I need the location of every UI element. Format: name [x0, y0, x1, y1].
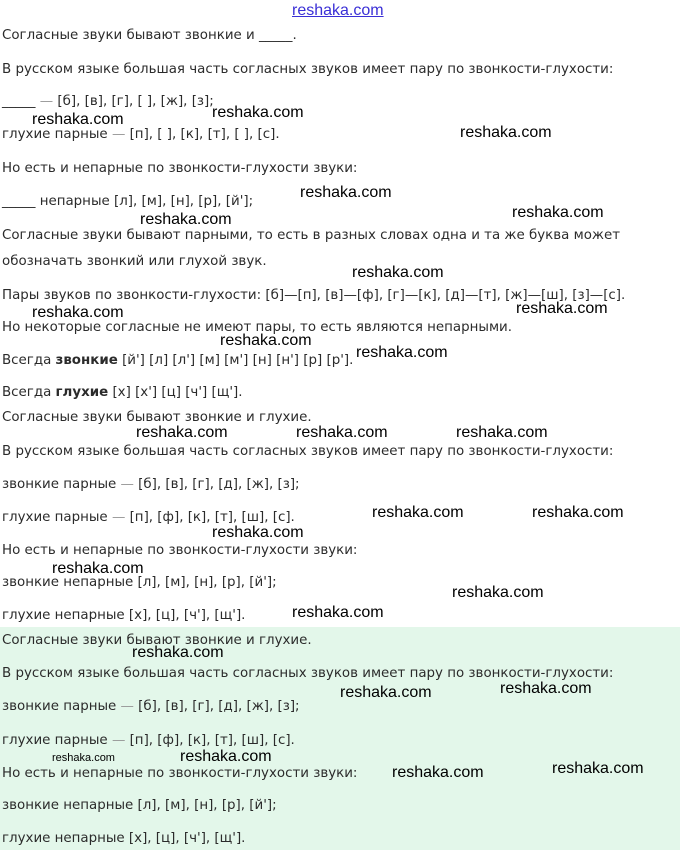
watermark: reshaka.com	[512, 204, 604, 221]
watermark: reshaka.com	[516, 300, 608, 317]
watermark: reshaka.com	[340, 684, 432, 701]
watermark: reshaka.com	[32, 111, 124, 128]
s3-dash: —	[120, 699, 134, 714]
watermark: reshaka.com	[300, 184, 392, 201]
s3-label: звонкие парные	[2, 699, 121, 714]
watermark: reshaka.com	[32, 304, 124, 321]
s3-label-2: глухие парные	[2, 733, 112, 748]
s1-voiced-list: [б], [в], [г], [ ], [ж], [з];	[53, 94, 214, 109]
s1-dash-2: —	[111, 127, 126, 142]
watermark: reshaka.com	[372, 504, 464, 521]
s1-always-label: Всегда	[2, 353, 56, 368]
s1-line-3	[2, 93, 214, 111]
s2-line-7: глухие непарные [х], [ц], [ч'], [щ'].	[2, 608, 246, 623]
s1-line-9: Пары звуков по звонкости-глухости: [б]—[п], [в]—[ф], [г]—[к], [д]—[т], [ж]—[ш], [з]—[с].	[2, 288, 626, 303]
s1-line-2: В русском языке большая часть согласных звуков имеет пару по звонкости-глухости:	[2, 62, 614, 77]
watermark: reshaka.com	[212, 104, 304, 121]
s3-line-1: Согласные звуки бывают звонкие и глухие.	[2, 633, 312, 648]
watermark: reshaka.com	[180, 748, 272, 765]
s1-line-6: _____ непарные [л], [м], [н], [р], [й'];	[2, 194, 254, 209]
s1-voiceless-unpaired: [х] [х'] [ц] [ч'] [щ'].	[108, 385, 243, 400]
watermark: reshaka.com	[356, 344, 448, 361]
s1-line-1: Согласные звуки бывают звонкие и _____.	[2, 28, 297, 43]
s1-voiced-unpaired: [й'] [л] [л'] [м] [м'] [н] [н'] [р] [р'].	[117, 353, 354, 368]
s3-line-7: глухие непарные [х], [ц], [ч'], [щ'].	[2, 831, 246, 846]
watermark: reshaka.com	[456, 424, 548, 441]
watermark: reshaka.com	[140, 211, 232, 228]
s2-line-2: В русском языке большая часть согласных звуков имеет пару по звонкости-глухости:	[2, 444, 614, 459]
watermark: reshaka.com	[552, 760, 644, 777]
watermark: reshaka.com	[132, 644, 224, 661]
s1-dash: —	[39, 94, 54, 109]
s1-always-label-2: Всегда	[2, 385, 56, 400]
s3-line-3	[2, 698, 300, 716]
s3-line-2: В русском языке большая часть согласных звуков имеет пару по звонкости-глухости:	[2, 666, 614, 681]
watermark: reshaka.com	[292, 604, 384, 621]
watermark: reshaka.com	[220, 332, 312, 349]
s2-label-2: глухие парные	[2, 510, 112, 525]
watermark: reshaka.com	[500, 680, 592, 697]
s2-line-5: Но есть и непарные по звонкости-глухости звуки:	[2, 543, 358, 558]
watermark: reshaka.com	[52, 560, 144, 577]
s2-dash-2: —	[111, 510, 126, 525]
s1-line-8: обозначать звонкий или глухой звук.	[2, 254, 267, 269]
s1-blank: _____	[2, 94, 40, 109]
watermark: reshaka.com	[212, 524, 304, 541]
s2-voiceless-list: [п], [ф], [к], [т], [ш], [с].	[125, 510, 295, 525]
watermark: reshaka.com	[392, 764, 484, 781]
s3-dash-2: —	[111, 733, 126, 748]
s2-voiced-list: [б], [в], [г], [д], [ж], [з];	[133, 477, 300, 492]
s2-line-1: Согласные звуки бывают звонкие и глухие.	[2, 410, 312, 425]
s1-line-10: Но некоторые согласные не имеют пары, то есть являются непарными.	[2, 320, 513, 335]
watermark: reshaka.com	[460, 124, 552, 141]
s2-label: звонкие парные	[2, 477, 121, 492]
s2-line-3	[2, 476, 300, 494]
s1-voiceless-bold: глухие	[55, 385, 109, 400]
s1-voiceless-list: [п], [ ], [к], [т], [ ], [с].	[125, 127, 280, 142]
watermark: reshaka.com	[452, 584, 544, 601]
watermark: reshaka.com	[352, 264, 444, 281]
s2-dash: —	[120, 477, 134, 492]
watermark: reshaka.com	[136, 424, 228, 441]
s3-line-6: звонкие непарные [л], [м], [н], [р], [й'];	[2, 798, 277, 813]
s1-line-5: Но есть и непарные по звонкости-глухости звуки:	[2, 161, 358, 176]
s1-line-12	[2, 384, 243, 402]
s3-line-5: Но есть и непарные по звонкости-глухости звуки:	[2, 766, 358, 781]
watermark-top-link[interactable]: reshaka.com	[292, 2, 384, 19]
s1-line-11	[2, 352, 353, 370]
watermark: reshaka.com	[52, 752, 115, 764]
s1-label: глухие парные	[2, 127, 112, 142]
watermark: reshaka.com	[296, 424, 388, 441]
s2-line-6: звонкие непарные [л], [м], [н], [р], [й'];	[2, 575, 277, 590]
s1-line-7: Согласные звуки бывают парными, то есть в разных словах одна и та же буква может	[2, 228, 621, 243]
s1-voiced-bold: звонкие	[55, 353, 118, 368]
watermark: reshaka.com	[532, 504, 624, 521]
s3-voiced-list: [б], [в], [г], [д], [ж], [з];	[133, 699, 300, 714]
s3-voiceless-list: [п], [ф], [к], [т], [ш], [с].	[125, 733, 295, 748]
